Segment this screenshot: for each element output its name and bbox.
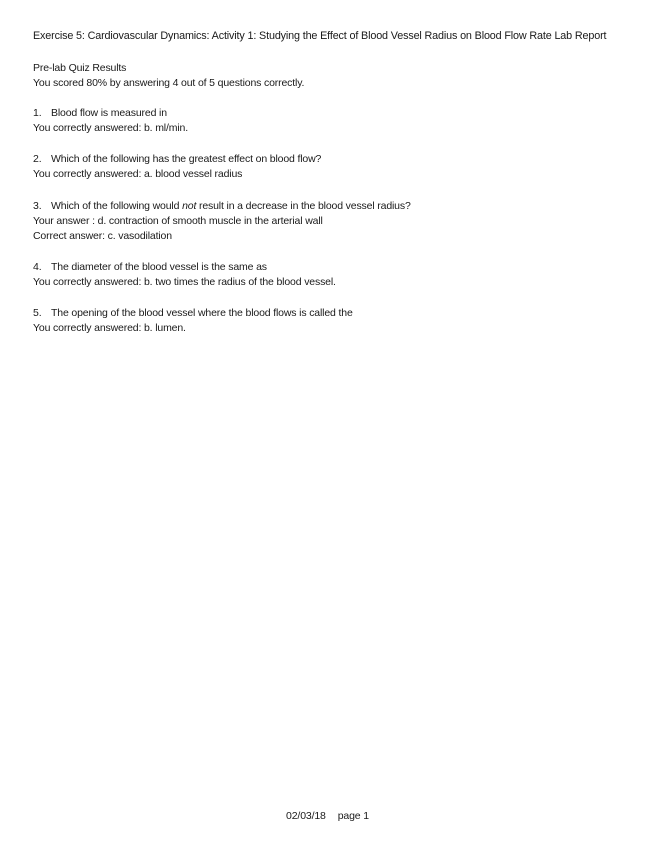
question-text: Which of the following has the greatest effect on blood flow?	[51, 153, 322, 165]
answer-1: You correctly answered: b. ml/min.	[33, 122, 188, 134]
quiz-score-summary: You scored 80% by answering 4 out of 5 questions correctly.	[33, 77, 305, 89]
correct-answer-3: Correct answer: c. vasodilation	[33, 230, 172, 242]
question-3	[33, 199, 411, 213]
question-text: Blood flow is measured in	[51, 107, 167, 119]
question-number: 1.	[33, 107, 42, 119]
question-number: 2.	[33, 153, 42, 165]
question-number: 4.	[33, 261, 42, 273]
question-5	[33, 306, 353, 320]
your-answer-3: Your answer : d. contraction of smooth muscle in the arterial wall	[33, 215, 323, 227]
question-text-after: result in a decrease in the blood vessel radius?	[196, 200, 411, 212]
quiz-heading: Pre-lab Quiz Results	[33, 62, 127, 74]
question-2	[33, 152, 321, 166]
question-text: The diameter of the blood vessel is the same as	[51, 261, 267, 273]
question-text-emphasis: not	[182, 200, 197, 212]
question-4	[33, 260, 267, 274]
question-number: 5.	[33, 307, 42, 319]
answer-4: You correctly answered: b. two times the radius of the blood vessel.	[33, 276, 336, 288]
footer-date: 02/03/18	[286, 810, 326, 822]
footer-page-number: page 1	[337, 810, 369, 822]
page-footer	[0, 810, 655, 822]
report-title: Exercise 5: Cardiovascular Dynamics: Activity 1: Studying the Effect of Blood Vessel Radius on Blood Flow Rate Lab Report	[33, 30, 607, 42]
answer-2: You correctly answered: a. blood vessel radius	[33, 168, 243, 180]
question-text: The opening of the blood vessel where the blood flows is called the	[51, 307, 353, 319]
question-number: 3.	[33, 200, 42, 212]
question-1	[33, 106, 167, 120]
answer-5: You correctly answered: b. lumen.	[33, 322, 186, 334]
question-text-before: Which of the following would	[51, 200, 183, 212]
